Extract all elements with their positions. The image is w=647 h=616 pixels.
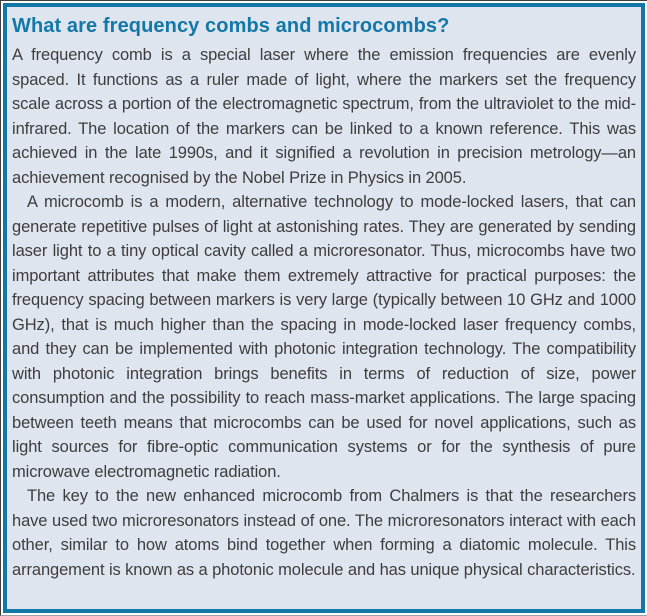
- info-box-body: [12, 43, 636, 582]
- paragraph-frequency-comb: A frequency comb is a special laser where the emission frequencies are evenly spaced. It functions as a ruler made of light, where the markers set the frequency scale across a portion of the electromagnetic spectrum, from the ultraviolet to the mid-infrared. The location of the markers can be linked to a known reference. This was achieved in the late 1990s, and it signified a revolution in precision metrology—an achievement recognised by the Nobel Prize in Physics in 2005.: [12, 46, 636, 187]
- paragraph-photonic-molecule: The key to the new enhanced microcomb from Chalmers is that the researchers have used two microresonators instead of one. The microresonators interact with each other, similar to how atoms bind together when forming a diatomic molecule. This arrangement is known as a photonic molecule and has unique physical characteristics.: [12, 487, 636, 579]
- paragraph-microcomb: A microcomb is a modern, alternative technology to mode-locked lasers, that can generate repetitive pulses of light at astonishing rates. They are generated by sending laser light to a tiny optical cavity called a microresonator. Thus, microcombs have two important attributes that make them extremely attractive for practical purposes: the frequency spacing between markers is very large (typically between 10 GHz and 1000 GHz), that is much higher than the spacing in mode-locked laser frequency combs, and they can be implemented with photonic integration technology. The compatibility with photonic integration brings benefits in terms of reduction of size, power consumption and the possibility to reach mass-market applications. The large spacing between teeth means that microcombs can be used for novel applications, such as light sources for fibre-optic communication systems or for the synthesis of pure microwave electromagnetic radiation.: [12, 193, 636, 481]
- info-box: [3, 3, 645, 613]
- info-box-title: What are frequency combs and microcombs?: [12, 15, 450, 37]
